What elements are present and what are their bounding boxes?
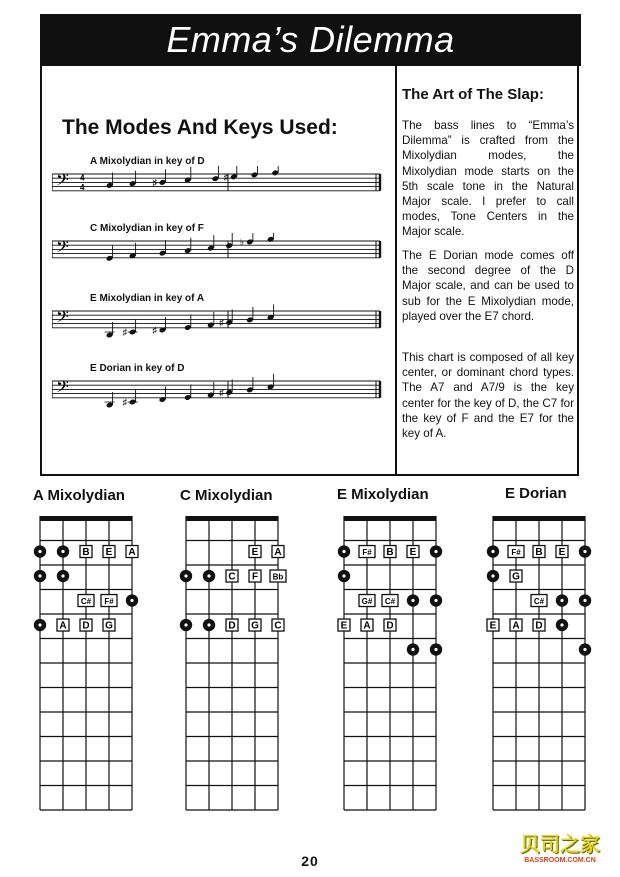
staff-notation	[52, 373, 382, 423]
watermark	[506, 828, 614, 870]
root-dot-center	[411, 599, 414, 602]
staff-label: C Mixolydian in key of F	[90, 223, 204, 234]
staff-label: E Dorian in key of D	[90, 363, 185, 374]
root-dot-center	[130, 599, 133, 602]
root-dot-center	[207, 574, 210, 577]
note-label: D	[535, 620, 543, 632]
note-label: E	[409, 547, 417, 559]
root-dot-center	[184, 574, 187, 577]
sidebar-paragraph: The E Dorian mode comes off the second degree of the D Major scale, and can be used to sub for the E Mixolydian mode, played over the E7 chord.	[402, 249, 574, 323]
accidental: ♯	[219, 387, 224, 398]
sidebar-title: The Art of The Slap:	[402, 86, 544, 103]
staff-label: A Mixolydian in key of D	[90, 156, 205, 167]
root-dot-center	[184, 623, 187, 626]
bass-clef-icon: 𝄢	[56, 236, 69, 261]
page-number: 20	[301, 853, 319, 869]
root-dot-center	[61, 550, 64, 553]
note-label: D	[228, 620, 236, 632]
sidebar-paragraph: This chart is composed of all key center, or dominant chord types. The A7 and A7/9 is the key center for the key of D, the C7 for the key of F and the E7 for the key of A.	[402, 351, 574, 441]
time-signature: 4	[80, 182, 85, 192]
note-label: C#	[384, 597, 396, 607]
modes-heading: The Modes And Keys Used:	[62, 116, 338, 139]
note-label: D	[82, 620, 90, 632]
note-label: Bb	[272, 572, 284, 582]
note-label: E	[558, 547, 566, 559]
root-dot-center	[583, 599, 586, 602]
root-dot-center	[434, 599, 437, 602]
root-dot-center	[207, 623, 210, 626]
note-label: G	[251, 620, 259, 632]
root-dot-center	[411, 648, 414, 651]
accidental: ♯	[122, 327, 128, 337]
root-dot-center	[491, 550, 494, 553]
note-label: E	[489, 620, 497, 632]
bass-clef-icon: 𝄢	[56, 169, 69, 194]
note-label: F#	[511, 548, 521, 558]
fretboard-title: A Mixolydian	[33, 487, 125, 504]
root-dot-center	[38, 550, 41, 553]
fretboard-title: E Mixolydian	[337, 486, 429, 503]
note-label: G	[105, 620, 113, 632]
bass-clef-icon: 𝄢	[56, 376, 69, 401]
note-label: A	[274, 547, 282, 559]
accidental: ♯	[223, 171, 229, 182]
note-label: A	[59, 620, 67, 632]
note-label: G	[512, 571, 520, 583]
root-dot-center	[560, 623, 563, 626]
fretboard-a-mixolydian	[30, 512, 142, 822]
accidental: ♯	[152, 324, 157, 335]
bass-clef-icon: 𝄢	[56, 306, 69, 331]
fretboard-e-mixolydian	[334, 512, 446, 822]
note-label: F	[251, 571, 259, 583]
root-dot-center	[61, 574, 64, 577]
accidental: ♯	[219, 317, 224, 328]
fretboard-e-dorian	[483, 512, 595, 822]
watermark-logo: 贝司之家	[520, 834, 600, 856]
note-label: B	[535, 547, 543, 559]
staff-notation	[52, 303, 382, 343]
note-label: G#	[361, 597, 373, 607]
note-label: C	[228, 571, 236, 583]
root-dot-center	[38, 574, 41, 577]
root-dot-center	[560, 599, 563, 602]
note-label: F#	[362, 548, 372, 558]
note-label: A	[128, 547, 136, 559]
column-divider	[395, 66, 397, 476]
note-label: B	[386, 547, 394, 559]
note-label: C#	[80, 597, 92, 607]
note-label: A	[363, 620, 371, 632]
fretboard-c-mixolydian	[176, 512, 290, 822]
note-label: F#	[104, 597, 114, 607]
note-label: E	[105, 547, 113, 559]
note-label: A	[512, 620, 520, 632]
sidebar-paragraph: The bass lines to “Emma’s Dilemma” is crafted from the Mixolydian modes, the Mixolydian mode starts on the 5th scale tone in the Natural Major scale. I prefer to call modes, Tone Centers in the Major scale.	[402, 119, 574, 239]
staff-label: E Mixolydian in key of A	[90, 293, 205, 304]
note-label: C#	[533, 597, 545, 607]
root-dot-center	[583, 648, 586, 651]
root-dot-center	[583, 550, 586, 553]
accidental: ♭	[239, 236, 245, 247]
root-dot-center	[342, 574, 345, 577]
page-title: Emma’s Dilemma	[40, 14, 581, 66]
root-dot-center	[434, 550, 437, 553]
watermark-url: BASSROOM.COM.CN	[524, 857, 596, 864]
accidental: ♯	[152, 177, 157, 188]
accidental: ♯	[122, 397, 128, 407]
note-label: B	[82, 547, 90, 559]
root-dot-center	[342, 550, 345, 553]
note-label: C	[274, 620, 282, 632]
root-dot-center	[38, 623, 41, 626]
time-signature: 4	[80, 173, 85, 183]
note-label: E	[340, 620, 348, 632]
root-dot-center	[434, 648, 437, 651]
staff-notation	[52, 233, 382, 273]
staff-notation	[52, 166, 382, 206]
root-dot-center	[491, 574, 494, 577]
note-label: D	[386, 620, 394, 632]
fretboard-title: C Mixolydian	[180, 487, 273, 504]
note-label: E	[251, 547, 259, 559]
fretboard-title: E Dorian	[505, 485, 567, 502]
